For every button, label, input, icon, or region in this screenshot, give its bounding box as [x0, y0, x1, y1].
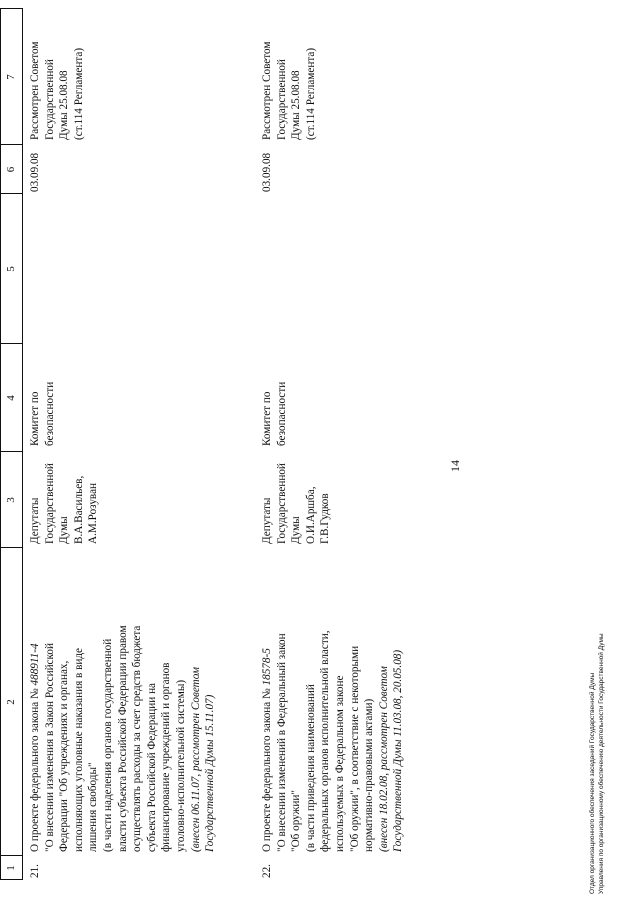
author-line: Государственной	[275, 463, 288, 544]
note-line: Рассмотрен Советом	[261, 41, 273, 140]
bill-number: 18578-5	[261, 648, 273, 686]
bill-title-line: уголовно-исполнительной системы)	[174, 679, 187, 852]
bill-status-line: Государственной Думы 11.03.08, 20.05.08)	[392, 649, 405, 852]
bill-title-line: осуществлять расходы за счет средств бюджета	[131, 625, 144, 852]
table-top-rule	[0, 8, 1, 880]
review-date: 03.09.08	[29, 152, 41, 192]
bill-title-line: "Об оружии"	[290, 790, 303, 852]
author-line: Депутаты	[29, 497, 41, 544]
footer-line: Отдел организационного обеспечения заседаний Государственной Думы	[589, 672, 596, 894]
footer	[588, 633, 606, 894]
column-header-7: 7	[5, 74, 17, 80]
bill-title-line: финансирование учреждений и органов	[160, 662, 173, 852]
bill-title-line: (в части наделения органов государственной	[101, 638, 114, 852]
author-line: Думы	[58, 516, 71, 544]
bill-number: 488911-4	[29, 643, 41, 686]
note-line: Рассмотрен Советом	[29, 41, 41, 140]
note-line: (ст.114 Регламента)	[304, 47, 317, 140]
bill-title-line: "Об оружии", в соответствие с некоторыми	[348, 645, 361, 852]
committee-line: Комитет по	[261, 391, 273, 446]
author-line: А.М.Розуван	[87, 482, 100, 544]
note-line: Думы 25.08.08	[290, 70, 303, 140]
bill-authors	[260, 463, 333, 544]
bills-table	[0, 8, 460, 880]
bill-title-line: используемых в Федеральном законе	[333, 675, 346, 852]
committee-line: Комитет по	[29, 391, 41, 446]
author-line: О.И.Аршба,	[304, 486, 317, 544]
committee-line: безопасности	[275, 381, 288, 446]
column-header-5: 5	[5, 266, 17, 272]
bill-title-line: Федерации "Об учреждениях и органах,	[58, 660, 71, 852]
bill-title-line: исполняющих уголовные наказания в виде	[72, 647, 85, 852]
column-header-2: 2	[5, 699, 17, 705]
committee	[28, 382, 57, 446]
author-line: Думы	[290, 516, 303, 544]
bill-status-line: Государственной Думы 15.11.07)	[204, 694, 217, 852]
column-header-4: 4	[5, 395, 17, 401]
author-line: Депутаты	[261, 497, 273, 544]
bill-authors	[28, 463, 101, 544]
column-header-3: 3	[5, 497, 17, 503]
header-bottom-rule	[22, 8, 23, 880]
bill-label: О проекте федерального закона №	[29, 685, 41, 852]
bill-title-line: федеральных органов исполнительной власти,	[319, 630, 332, 852]
note-line: Государственной	[43, 59, 56, 140]
row-number: 22.	[261, 864, 273, 878]
bill-title-line: лишения свободы"	[87, 762, 100, 852]
row-number: 21.	[29, 864, 41, 878]
author-line: В.А.Васильев,	[72, 475, 85, 544]
bill-status-line: (внесен 06.11.07, рассмотрен Советом	[189, 666, 202, 852]
column-header-6: 6	[5, 166, 17, 173]
bill-title-line: нормативно-правовыми актами)	[363, 698, 376, 852]
bill-title-line: власти субъекта Российской Федерации правом	[116, 625, 129, 852]
footer-line: Управления по организационному обеспечению деятельности Государственной Думы	[598, 633, 605, 894]
note-line: Государственной	[275, 59, 288, 140]
bill-title-line: "О внесении изменений в Федеральный закон	[275, 633, 288, 852]
bill-status-line: (внесен 18.02.08, рассмотрен Советом	[377, 666, 390, 852]
review-note	[28, 42, 86, 140]
bill-title-line: "О внесении изменения в Закон Российской	[43, 643, 56, 852]
bill-title-line: субъекта Российской Федерации на	[145, 682, 158, 852]
note-line: Думы 25.08.08	[58, 70, 71, 140]
column-header-1: 1	[5, 865, 17, 871]
committee	[260, 382, 289, 446]
author-line: Г.В.Гудков	[319, 493, 332, 544]
committee-line: безопасности	[43, 381, 56, 446]
bill-description	[28, 550, 218, 852]
page-number: 14	[448, 460, 462, 472]
bill-description	[260, 550, 406, 852]
review-note	[260, 42, 318, 140]
bill-label: О проекте федерального закона №	[261, 685, 273, 852]
note-line: (ст.114 Регламента)	[72, 47, 85, 140]
review-date: 03.09.08	[261, 152, 273, 192]
author-line: Государственной	[43, 463, 56, 544]
bill-title-line: (в части приведения наименований	[304, 684, 317, 852]
